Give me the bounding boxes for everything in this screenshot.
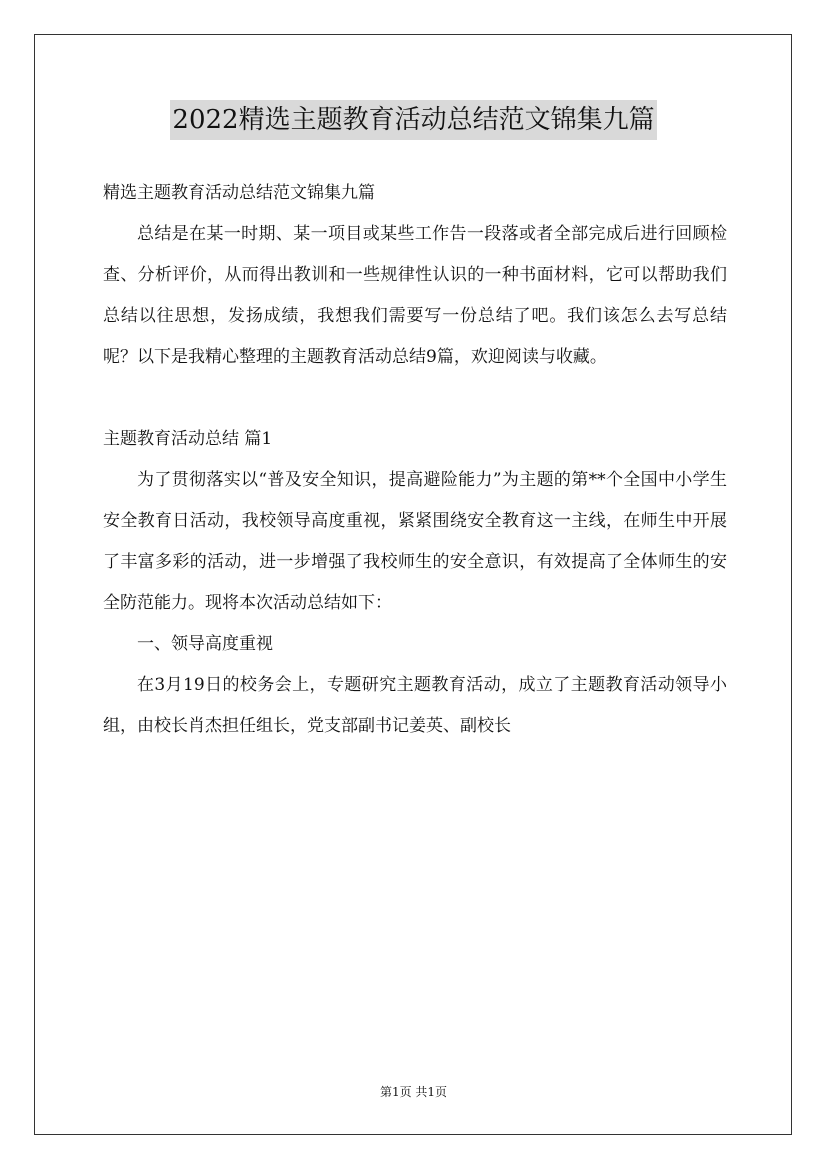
document-subtitle: 精选主题教育活动总结范文锦集九篇 [103,183,375,203]
paragraph-spacer [103,378,727,419]
section-title: 主题教育活动总结 篇1 [103,429,273,449]
document-title: 2022精选主题教育活动总结范文锦集九篇 [170,100,656,140]
intro-paragraph: 总结是在某一时期、某一项目或某些工作告一段落或者全部完成后进行回顾检查、分析评价，从而得出教训和一些规律性认识的一种书面材料，它可以帮助我们总结以往思想，发扬成绩，我想我们需要写一份总结了吧。我们该怎么去写总结呢？以下是我精心整理的主题教育活动总结9篇，欢迎阅读与收藏。 [103,224,727,367]
body-paragraph-2: 在3月19日的校务会上，专题研究主题教育活动，成立了主题教育活动领导小组，由校长肖杰担任组长，党支部副书记姜英、副校长 [103,675,727,736]
page-number: 第1页 共1页 [379,1085,448,1099]
section-heading-1: 一、领导高度重视 [137,634,273,654]
body-paragraph-1: 为了贯彻落实以“普及安全知识，提高避险能力”为主题的第**个全国中小学生安全教育日活动，我校领导高度重视，紧紧围绕安全教育这一主线，在师生中开展了丰富多彩的活动，进一步增强了我校师生的安全意识，有效提高了全体师生的安全防范能力。现将本次活动总结如下： [103,470,727,613]
document-title-container [0,100,827,140]
page-footer [0,1084,827,1100]
document-body [103,173,727,747]
